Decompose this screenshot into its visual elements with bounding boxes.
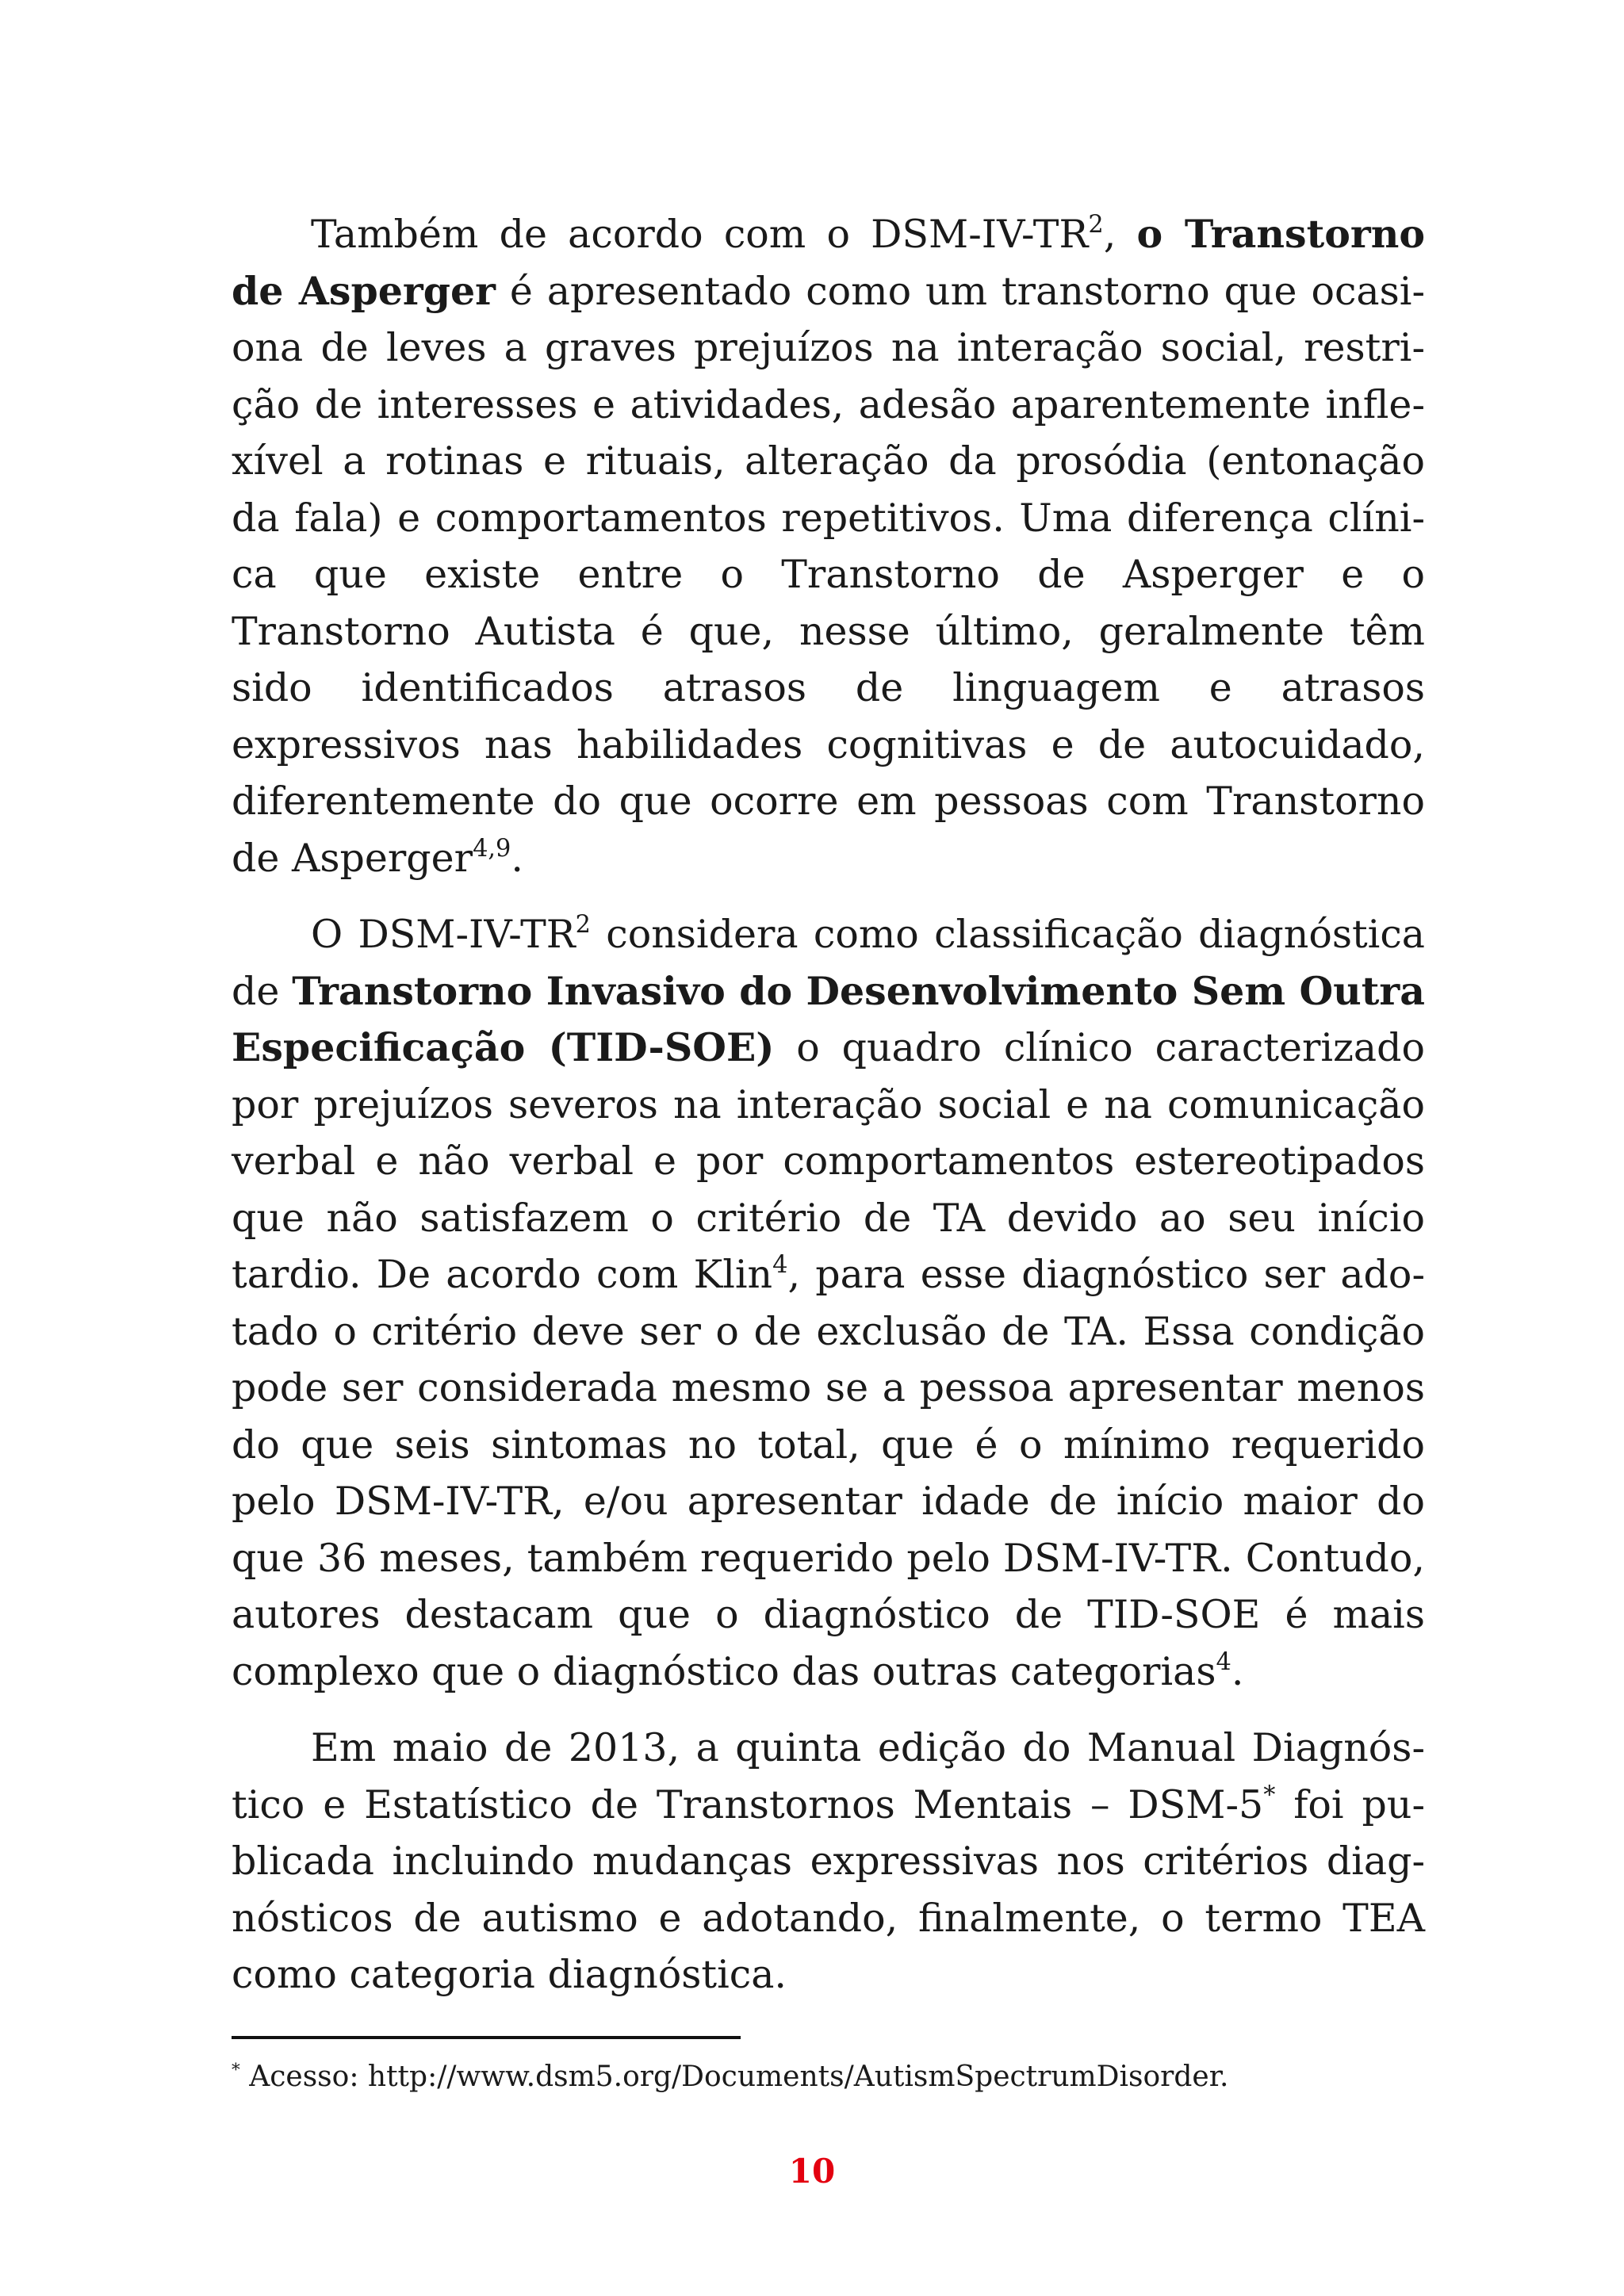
reference-superscript: 4 [772,1251,788,1280]
paragraph-dsm5 [232,1720,1425,2003]
text-run: , para esse diagnóstico ser adotado o critério deve ser o de exclusão de TA. Essa condição pode ser considerada mesmo se a pessoa apresentar menos do que seis sintomas no total, que é o mínimo requerido pelo DSM-IV-TR, e/ou apresentar idade de início maior do que 36 meses, também requerido pelo DSM-IV-TR. Contudo, autores destacam que o diagnóstico de TID-SOE é mais complexo que o diagnóstico das outras categorias [232,1252,1425,1694]
bold-term: Transtorno Invasivo do Desenvolvimento Sem Outra Especificação (TID-SOE) [232,967,1425,1070]
footnote-marker: * [232,2060,240,2080]
text-run: Em maio de 2013, a quinta edição do Manual Diagnóstico e Estatístico de Transtornos Mentais – DSM-5 [232,1725,1425,1827]
text-run: O DSM-IV-TR [311,912,576,957]
text-run: considera como classificação diagnóstica de [232,912,1425,1014]
text-run: é apresentado como um transtorno que ocasiona de leves a graves prejuízos na interação social, restrição de interesses e atividades, adesão aparentemente inflexível a rotinas e rituais, alteração da prosódia (entonação da fala) e comportamentos repetitivos. Uma diferença clínica que existe entre o Transtorno de Asperger e o Transtorno Autista é que, nesse último, geralmente têm sido identificados atrasos de linguagem e atrasos expressivos nas habilidades cognitivas e de autocuidado, diferentemente do que ocorre em pessoas com Transtorno de Asperger [232,268,1425,881]
reference-superscript: 4 [1216,1647,1231,1676]
text-run: Também de acordo com o DSM-IV-TR [311,212,1089,257]
footnote [232,2058,1228,2096]
reference-superscript: 2 [575,911,591,939]
text-run: . [1231,1648,1244,1694]
text-run: . [511,835,523,881]
main-text [232,206,1425,2023]
reference-superscript: 4,9 [473,834,511,863]
reference-superscript: 2 [1088,211,1104,239]
paragraph-asperger [232,206,1425,886]
text-run: o quadro clínico caracterizado por prejuízos severos na interação social e na comunicação verbal e não verbal e por comportamentos estereotipados que não satisfazem o critério de TA devido ao seu início tardio. De acordo com Klin [232,1025,1425,1297]
footnote-divider [232,2036,741,2039]
footnote-text: Acesso: http://www.dsm5.org/Documents/AutismSpectrumDisorder. [239,2061,1229,2093]
text-run: , [1103,212,1137,257]
reference-superscript: * [1263,1781,1276,1809]
paragraph-tid-soe [232,906,1425,1700]
text-run: foi publicada incluindo mudanças expressivas nos critérios diagnósticos de autismo e adotando, finalmente, o termo TEA como categoria diagnóstica. [232,1781,1425,1997]
bold-term: o Transtorno de Asperger [232,211,1426,314]
page-number: 10 [788,2152,836,2191]
